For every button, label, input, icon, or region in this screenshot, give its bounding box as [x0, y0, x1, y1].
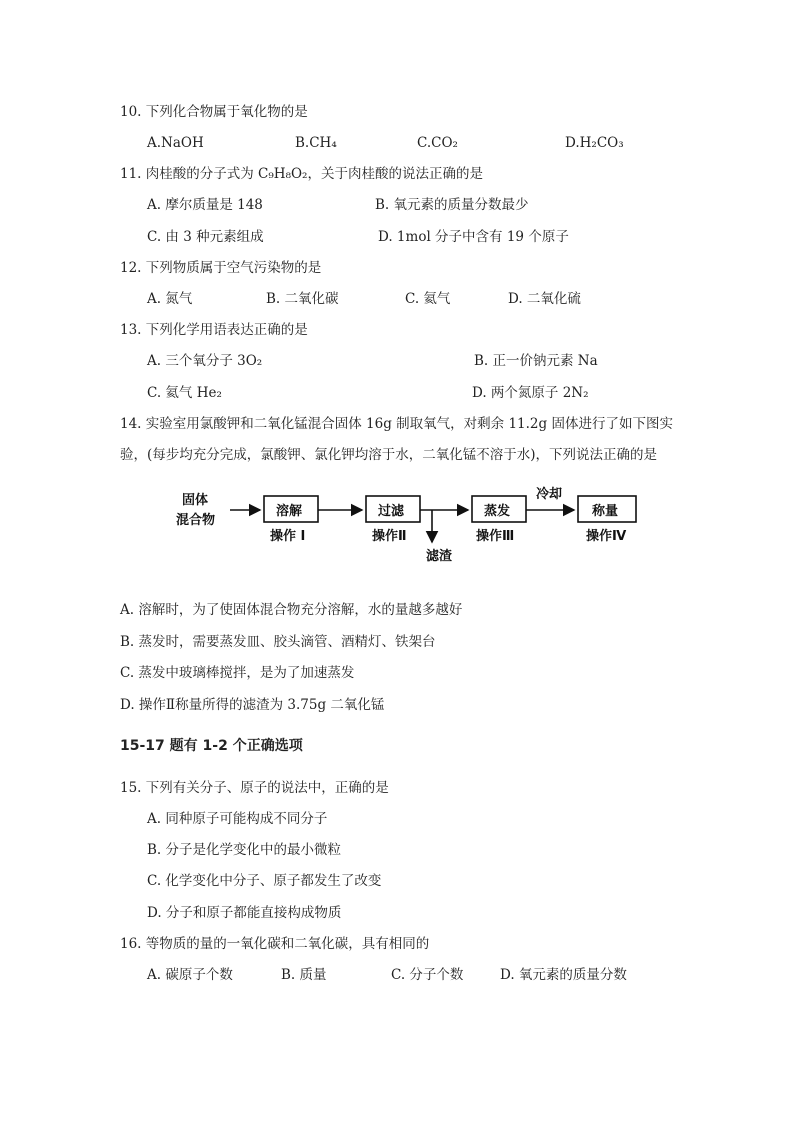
question-13-option-a: A. 三个氧分子 3O₂	[147, 353, 263, 369]
question-10-option-c: C.CO₂	[417, 135, 458, 151]
question-10-option-a: A.NaOH	[147, 135, 204, 151]
diagram-start-label-line-2: 混合物	[176, 513, 216, 528]
question-15-stem: 15. 下列有关分子、原子的说法中，正确的是	[120, 780, 389, 796]
question-15-option-b: B. 分子是化学变化中的最小微粒	[147, 842, 342, 858]
question-14-stem-line-2: 验，(每步均充分完成，氯酸钾、氯化钾均溶于水，二氧化锰不溶于水)，下列说法正确的是	[120, 447, 658, 463]
filter-label: 过滤	[378, 504, 405, 519]
question-10-option-d: D.H₂CO₃	[565, 135, 624, 151]
operation-3-label: 操作Ⅲ	[476, 529, 515, 544]
question-12-stem: 12. 下列物质属于空气污染物的是	[120, 260, 322, 276]
operation-4-label: 操作Ⅳ	[586, 529, 627, 544]
question-10-option-b: B.CH₄	[295, 135, 337, 151]
diagram-start-label-line-1: 固体	[182, 493, 209, 508]
experiment-flow-diagram	[160, 484, 665, 568]
dissolve-label: 溶解	[276, 504, 303, 519]
question-12-option-b: B. 二氧化碳	[266, 291, 339, 307]
question-11-option-a: A. 摩尔质量是 148	[147, 197, 263, 213]
question-14-option-d: D. 操作Ⅱ称量所得的滤渣为 3.75g 二氧化锰	[120, 697, 385, 713]
cool-label: 冷却	[536, 487, 563, 502]
question-14-stem-line-1: 14. 实验室用氯酸钾和二氧化锰混合固体 16g 制取氧气，对剩余 11.2g 固体进行了如下图实	[120, 416, 673, 432]
question-16-option-c: C. 分子个数	[391, 967, 464, 983]
question-10-stem: 10. 下列化合物属于氧化物的是	[120, 104, 308, 120]
question-12-option-c: C. 氦气	[405, 291, 451, 307]
question-13-stem: 13. 下列化学用语表达正确的是	[120, 322, 308, 338]
question-14-option-a: A. 溶解时，为了使固体混合物充分溶解，水的量越多越好	[120, 602, 463, 618]
question-16-stem: 16. 等物质的量的一氧化碳和二氧化碳，具有相同的	[120, 936, 430, 952]
question-11-option-d: D. 1mol 分子中含有 19 个原子	[378, 229, 569, 245]
question-15-option-c: C. 化学变化中分子、原子都发生了改变	[147, 873, 382, 889]
question-13-option-d: D. 两个氮原子 2N₂	[472, 385, 589, 401]
operation-1-label: 操作 I	[270, 529, 306, 544]
question-16-option-a: A. 碳原子个数	[147, 967, 233, 983]
question-12-option-a: A. 氮气	[147, 291, 193, 307]
question-16-option-b: B. 质量	[281, 967, 327, 983]
question-11-stem: 11. 肉桂酸的分子式为 C₉H₈O₂，关于肉桂酸的说法正确的是	[120, 166, 483, 182]
evaporate-label: 蒸发	[484, 504, 511, 519]
section-heading: 15-17 题有 1-2 个正确选项	[120, 738, 303, 754]
question-12-option-d: D. 二氧化硫	[508, 291, 581, 307]
question-15-option-d: D. 分子和原子都能直接构成物质	[147, 905, 342, 921]
question-13-option-c: C. 氦气 He₂	[147, 385, 222, 401]
weigh-label: 称量	[592, 504, 619, 519]
question-11-option-c: C. 由 3 种元素组成	[147, 229, 264, 245]
question-14-option-c: C. 蒸发中玻璃棒搅拌，是为了加速蒸发	[120, 665, 355, 681]
question-14-option-b: B. 蒸发时，需要蒸发皿、胶头滴管、酒精灯、铁架台	[120, 634, 436, 650]
question-16-option-d: D. 氧元素的质量分数	[500, 967, 627, 983]
question-11-option-b: B. 氧元素的质量分数最少	[375, 197, 529, 213]
residue-label: 滤渣	[426, 549, 453, 564]
question-13-option-b: B. 正一价钠元素 Na	[474, 353, 598, 369]
operation-2-label: 操作Ⅱ	[372, 529, 407, 544]
question-15-option-a: A. 同种原子可能构成不同分子	[147, 811, 328, 827]
